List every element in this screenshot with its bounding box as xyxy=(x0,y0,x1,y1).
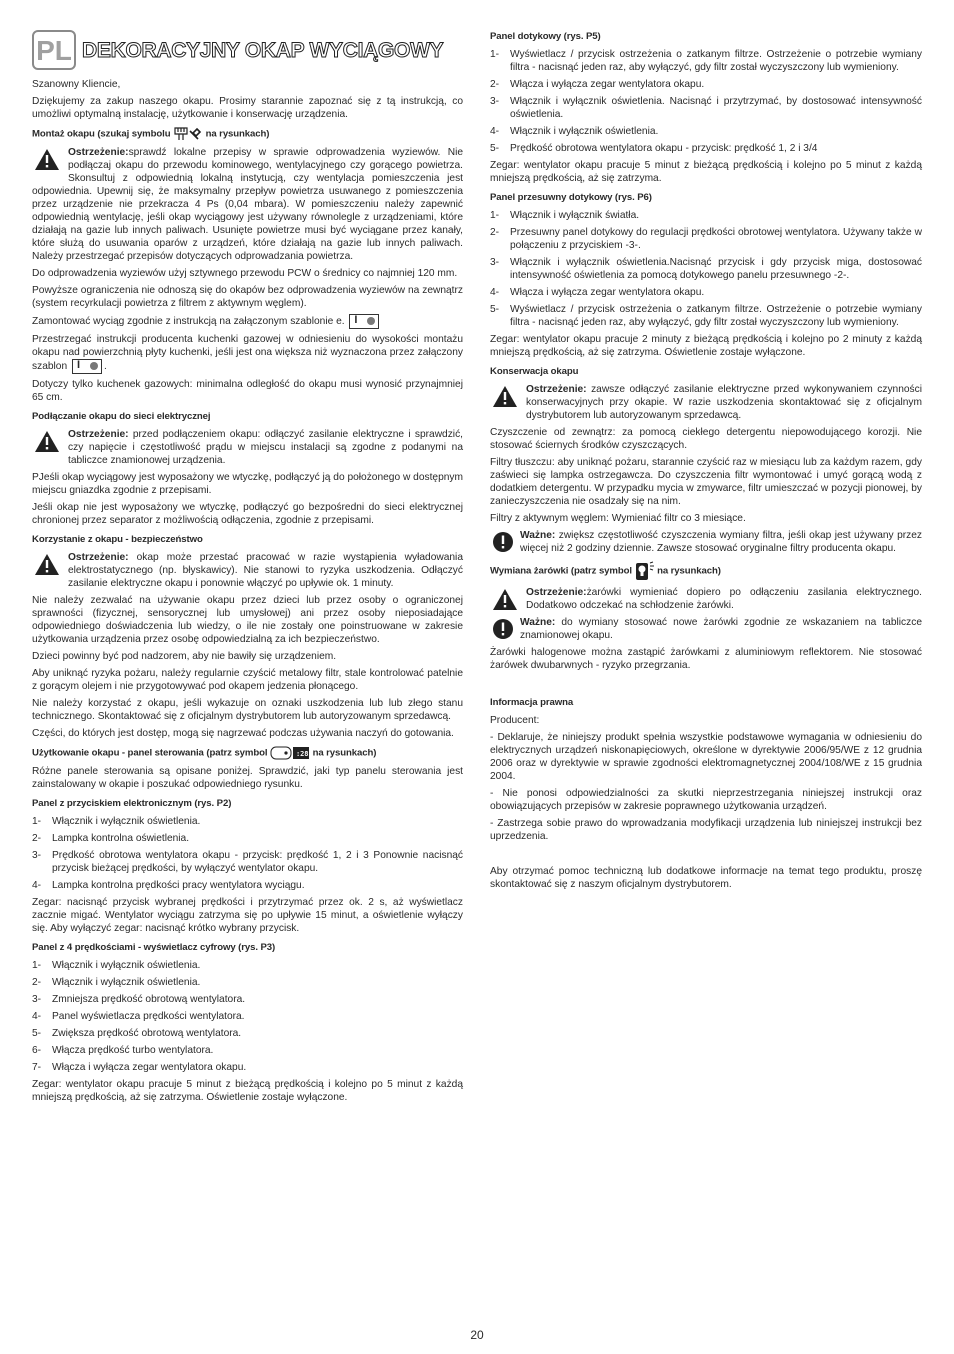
list-item: 5- Zwiększa prędkość obrotową wentylatora. xyxy=(32,1028,242,1039)
list-item: 3- Prędkość obrotowa wentylatora okapu - przycisk: prędkość 1, 2 i 3 Ponownie nacisnąć przycisk bieżącej prędkości, by wyłączyć wentylator okapu. xyxy=(32,850,463,874)
mounting-warning: Ostrzeżenie:sprawdź lokalne przepisy w sprawie odprowadzenia wyziewów. Nie podłączaj okapu do przewodu kominowego, wentylacyjnego czy gorącego powietrza. Skonsultuj z odpowiednią lokalną instytucją, czy wentylacja pomieszczenia jest odpowiednia. Upewnij się, że maksymalny przepływ powietrza usuwanego z pomieszczenia przez urządzenie nie przekracza 4 Ps (0,04 mbara). W pomieszczeniu należy zapewnić odpowiednią wentylację, jeśli okap wyciągowy jest używany równolegle z urządzeniami, które działają na gazie lub innych paliwach. Usunięte powietrze musi być wyciągane przez kanały, które służą do usuwania oparów z urządzeń, które działają na gazie lub innych paliwach. Należy przestrzegać przepisów dotyczących odprowadzania powietrza. xyxy=(32,147,463,262)
carbon-filter-paragraph: Filtry z aktywnym węglem: Wymieniać filtr co 3 miesiące. xyxy=(490,513,746,524)
no-plug-paragraph: Jeśli okap nie jest wyposażony we wtyczkę, podłączyć go bezpośredni do sieci elektrycznej chronionej przez separator z możliwością odłączenia, zgodnie z przepisami. xyxy=(32,502,463,526)
list-item: 1- Włącznik i wyłącznik oświetlenia. xyxy=(32,816,201,827)
section-heading-bulb: Wymiana żarówki (patrz symbol na rysunkach) xyxy=(490,561,922,581)
section-heading-panel-p6: Panel przesuwny dotykowy (rys. P6) xyxy=(490,192,652,203)
section-heading-maintenance: Konserwacja okapu xyxy=(490,366,579,377)
control-panel-icon xyxy=(270,746,310,760)
electrical-warning: Ostrzeżenie: przed podłączeniem okapu: odłączyć zasilanie elektryczne i sprawdzić, czy napięcie i częstotliwość prądu w miejscu instalacji są zgodne z podanymi na tabliczce znamionowej urządzenia. xyxy=(32,428,463,467)
warning-triangle-icon xyxy=(34,553,60,576)
document-header xyxy=(32,30,463,70)
list-item: 5- Prędkość obrotowa wentylatora okapu - przycisk: prędkość 1, 2 i 3/4 xyxy=(490,143,818,154)
section-heading-safety: Korzystanie z okapu - bezpieczeństwo xyxy=(32,534,203,545)
list-item: 1- Włącznik i wyłącznik oświetlenia. xyxy=(32,960,201,971)
template-icon xyxy=(72,359,102,374)
left-column xyxy=(32,30,463,1108)
language-badge: PL xyxy=(32,30,76,70)
important-exclamation-icon xyxy=(492,531,514,553)
warning-triangle-icon xyxy=(34,430,60,453)
safety-paragraph-5: Części, do których jest dostęp, mogą się nagrzewać podczas używania naczyń do gotowania. xyxy=(32,728,454,739)
list-item: 1- Włącznik i wyłącznik światła. xyxy=(490,210,640,221)
halogen-paragraph: Żarówki halogenowe można zastąpić żarówkami z aluminiowym reflektorem. Nie stosować żarówek dwubarwnych - ryzyko przegrzania. xyxy=(490,647,922,671)
panel-p2-list xyxy=(32,815,463,892)
bulb-icon xyxy=(635,561,655,581)
intro-paragraph: Dziękujemy za zakup naszego okapu. Prosimy starannie zapoznać się z tą instrukcją, co umożliwi optymalną instalację, użytkowanie i konserwację urządzenia. xyxy=(32,96,463,120)
gas-height-paragraph: Przestrzegać instrukcji producenta kuchenki gazowej w odniesieniu do wysokości montażu okapu nad powierzchnią płyty kuchenki, jeśli jest ona większa niż wyznaczona przez załączony szablon I . xyxy=(32,333,463,374)
page-number: 20 xyxy=(470,1328,484,1342)
section-heading-panel-p5: Panel dotykowy (rys. P5) xyxy=(490,31,601,42)
maintenance-warning: Ostrzeżenie: zawsze odłączyć zasilanie elektryczne przed wykonywaniem czynności konserwacyjnych przy okapie. W razie uszkodzenia skontaktować się z oficjalnym dystrybutorem lub autoryzowanym sprzedawcą. xyxy=(490,383,922,422)
warning-triangle-icon xyxy=(492,588,518,611)
plug-paragraph: PJeśli okap wyciągowy jest wyposażony we wtyczkę, podłączyć ją do położonego w dostępnym miejscu gniazdka zgodnie z przepisami. xyxy=(32,472,463,496)
list-item: 2- Włącznik i wyłącznik oświetlenia. xyxy=(32,977,201,988)
section-heading-legal: Informacja prawna xyxy=(490,697,574,708)
list-item: 4- Włącza i wyłącza zegar wentylatora okapu. xyxy=(490,287,705,298)
list-item: 4- Włącznik i wyłącznik oświetlenia. xyxy=(490,126,659,137)
producer-label: Producent: xyxy=(490,715,540,726)
list-item: 3- Włącznik i wyłącznik oświetlenia. Nacisnąć i przytrzymać, by dostosować intensywność oświetlenia. xyxy=(490,96,922,120)
panel-p6-timer: Zegar: wentylator okapu pracuje 2 minuty z bieżącą prędkością i kolejno po 2 minuty z każdą mniejszą prędkością, aż się zatrzyma. Oświetlenie zostaje wyłączone. xyxy=(490,334,922,358)
section-heading-panel-p3: Panel z 4 prędkościami - wyświetlacz cyfrowy (rys. P3) xyxy=(32,942,276,953)
list-item: 5- Wyświetlacz / przycisk ostrzeżenia o zatkanym filtrze. Ostrzeżenie o potrzebie wymiany filtra - nacisnąć jeden raz, aby wyłączyć, gdy filtr został wyczyszczony lub wymieniony. xyxy=(490,304,922,328)
maintenance-important: Ważne: zwiększ częstotliwość czyszczenia wymiany filtra, jeśli okap jest używany przez więcej niż 2 godziny dziennie. Zawsze stosować oryginalne filtry producenta okapu. xyxy=(490,529,922,555)
list-item: 3- Zmniejsza prędkość obrotową wentylatora. xyxy=(32,994,246,1005)
greeting: Szanowny Kliencie, xyxy=(32,79,121,90)
template-icon xyxy=(349,314,379,329)
section-heading-mounting: Montaż okapu (szukaj symbolu na rysunkach) xyxy=(32,128,270,140)
safety-paragraph-2: Dzieci powinny być pod nadzorem, aby nie bawiły się urządzeniem. xyxy=(32,651,337,662)
usage-paragraph: Różne panele sterowania są opisane poniżej. Sprawdzić, jaki typ panelu sterowania jest zainstalowany w okapie i poszukać odpowiedniego rysunku. xyxy=(32,766,463,790)
list-item: 7- Włącza i wyłącza zegar wentylatora okapu. xyxy=(32,1062,247,1073)
list-item: 3- Włącznik i wyłącznik oświetlenia.Nacisnąć przycisk i gdy przycisk miga, dostosować intensywność oświetlenia za pomocą dotykowego panelu przesuwnego -2-. xyxy=(490,257,922,281)
section-heading-panel-p2: Panel z przyciskiem elektronicznym (rys. P2) xyxy=(32,798,232,809)
legal-paragraph-2: - Nie ponosi odpowiedzialności za skutki nieprzestrzegania niniejszej instrukcji oraz obowiązujących przepisów w zakresie poprawnego użytkowania urządzeń. xyxy=(490,788,922,812)
safety-paragraph-3: Aby uniknąć ryzyka pożaru, należy regularnie czyścić metalowy filtr, stale kontrolować patelnie z gorącym olejem i nie przygotowywać pod okapem jedzenia płonącego. xyxy=(32,668,463,692)
recirculation-paragraph: Powyższe ograniczenia nie odnoszą się do okapów bez odprowadzenia wyziewów na zewnątrz (system recyrkulacji powietrza z filtrem z aktywnym węglem). xyxy=(32,285,463,309)
section-heading-usage: Użytkowanie okapu - panel sterowania (patrz symbol :28 na rysunkach) xyxy=(32,747,377,759)
warning-triangle-icon xyxy=(492,385,518,408)
list-item: 1- Wyświetlacz / przycisk ostrzeżenia o zatkanym filtrze. Ostrzeżenie o potrzebie wymiany filtra - nacisnąć jeden raz, aby wyłączyć, gdy filtr został wyczyszczony lub wymieniony. xyxy=(490,49,922,73)
safety-paragraph-1: Nie należy zezwalać na używanie okapu przez dzieci lub przez osoby o ograniczonej sprawności (fizycznej, sensorycznej lub umysłowej) ani przez osoby nieposiadające odpowiedniego doświadczenia lub wiedzy, o ile nie zostały one poinstruowane w zakresie użytkowania urządzenia przez osobę odpowiedzialną za ich bezpieczeństwo. xyxy=(32,595,463,645)
mounting-tool-icon xyxy=(173,127,203,141)
list-item: 6- Włącza prędkość turbo wentylatora. xyxy=(32,1045,214,1056)
section-heading-electrical: Podłączanie okapu do sieci elektrycznej xyxy=(32,411,211,422)
list-item: 2- Lampka kontrolna oświetlenia. xyxy=(32,833,190,844)
list-item: 4- Lampka kontrolna prędkości pracy wentylatora wyciągu. xyxy=(32,880,305,891)
bulb-warning: Ostrzeżenie:żarówki wymieniać dopiero po odłączeniu zasilania elektrycznego. Dodatkowo odczekać na schłodzenie żarówki. xyxy=(490,586,922,612)
support-paragraph: Aby otrzymać pomoc techniczną lub dodatkowe informacje na temat tego produktu, proszę skontaktować się z naszym oficjalnym dystrybutorem. xyxy=(490,866,922,890)
bulb-important: Ważne: do wymiany stosować nowe żarówki zgodnie ze wskazaniem na tabliczce znamionowej okapu. xyxy=(490,616,922,642)
gas-distance-paragraph: Dotyczy tylko kuchenek gazowych: minimalna odległość do okapu musi wynosić przynajmniej 65 cm. xyxy=(32,379,463,403)
list-item: 2- Włącza i wyłącza zegar wentylatora okapu. xyxy=(490,79,705,90)
legal-paragraph-3: - Zastrzega sobie prawo do wprowadzania modyfikacji urządzenia lub niniejszej instrukcji bez uprzedzenia. xyxy=(490,818,922,842)
duct-paragraph: Do odprowadzenia wyziewów użyj sztywnego przewodu PCW o średnicy co najmniej 120 mm. xyxy=(32,268,458,279)
template-paragraph: Zamontować wyciąg zgodnie z instrukcją na załączonym szablonie e. I xyxy=(32,314,463,329)
panel-p6-list xyxy=(490,209,922,329)
svg-text::28: :28 xyxy=(296,750,309,758)
important-exclamation-icon xyxy=(492,618,514,640)
list-item: 4- Panel wyświetlacza prędkości wentylatora. xyxy=(32,1011,245,1022)
cleaning-paragraph: Czyszczenie od zewnątrz: za pomocą ciekłego detergentu niepowodującego korozji. Nie stosować ściernych środków czyszczących. xyxy=(490,427,922,451)
safety-paragraph-4: Nie należy korzystać z okapu, jeśli wykazuje on oznaki uszkodzenia lub lub złego stanu technicznego. Skontaktować się z oficjalnym dystrybutorem lub autoryzowanym sprzedawcą. xyxy=(32,698,463,722)
list-item: 2- Przesuwny panel dotykowy do regulacji prędkości obrotowej wentylatora. Używany także w połączeniu z przyciskiem -3-. xyxy=(490,227,922,251)
right-column xyxy=(490,30,922,895)
panel-p3-timer: Zegar: wentylator okapu pracuje 5 minut z bieżącą prędkością i kolejno po 5 minut z każdą mniejszą prędkością, aż się zatrzyma. Oświetlenie zostaje wyłączone. xyxy=(32,1079,463,1103)
panel-p2-timer: Zegar: nacisnąć przycisk wybranej prędkości i przytrzymać przez ok. 2 s, aż wyświetlacz zacznie migać. Wentylator wyciągu zatrzyma się po upływie 15 minut, a oświetlenie wyłączy się. Aby wyłączyć zegar: nacisnąć krótko wybrany przycisk. xyxy=(32,897,463,934)
legal-paragraph-1: - Deklaruje, że niniejszy produkt spełnia wszystkie podstawowe wymagania w odniesieniu do elektrycznych urządzeń niskonapięciowych, określone w dyrektywie 2006/95/WE z 12 grudnia 2006 oraz w dyrektywie w sprawie zgodności elektromagnetycznej 2004/108/WE z 15 grudnia 2004. xyxy=(490,732,922,782)
warning-triangle-icon xyxy=(34,148,60,171)
panel-p3-list xyxy=(32,959,463,1074)
safety-warning: Ostrzeżenie: okap może przestać pracować w razie wystąpienia wyładowania elektrostatycznego (np. błyskawicy). Nie stanowi to ryzyka uszkodzenia. Odłączyć zasilanie elektryczne okapu i ponownie włączyć po upływie ok. 1 minuty. xyxy=(32,551,463,590)
panel-p5-timer: Zegar: wentylator okapu pracuje 5 minut z bieżącą prędkością i kolejno po 5 minut z każdą mniejszą prędkością, aż się zatrzyma. xyxy=(490,160,922,184)
panel-p5-list xyxy=(490,48,922,155)
document-title: DEKORACYJNY OKAP WYCIĄGOWY xyxy=(82,38,444,62)
grease-filter-paragraph: Filtry tłuszczu: aby uniknąć pożaru, starannie czyścić raz w miesiącu lub za każdym razem, gdy zaświeci się lampka ostrzegawcza. Do czyszczenia filtr wymontować i umyć gorącą wodą z dodatkiem detergentu. W przypadku mycia w zmywarce, filtr umieszczać w pozycji pionowej, by zanieczyszczenia nie osadzały się na nim. xyxy=(490,457,922,507)
